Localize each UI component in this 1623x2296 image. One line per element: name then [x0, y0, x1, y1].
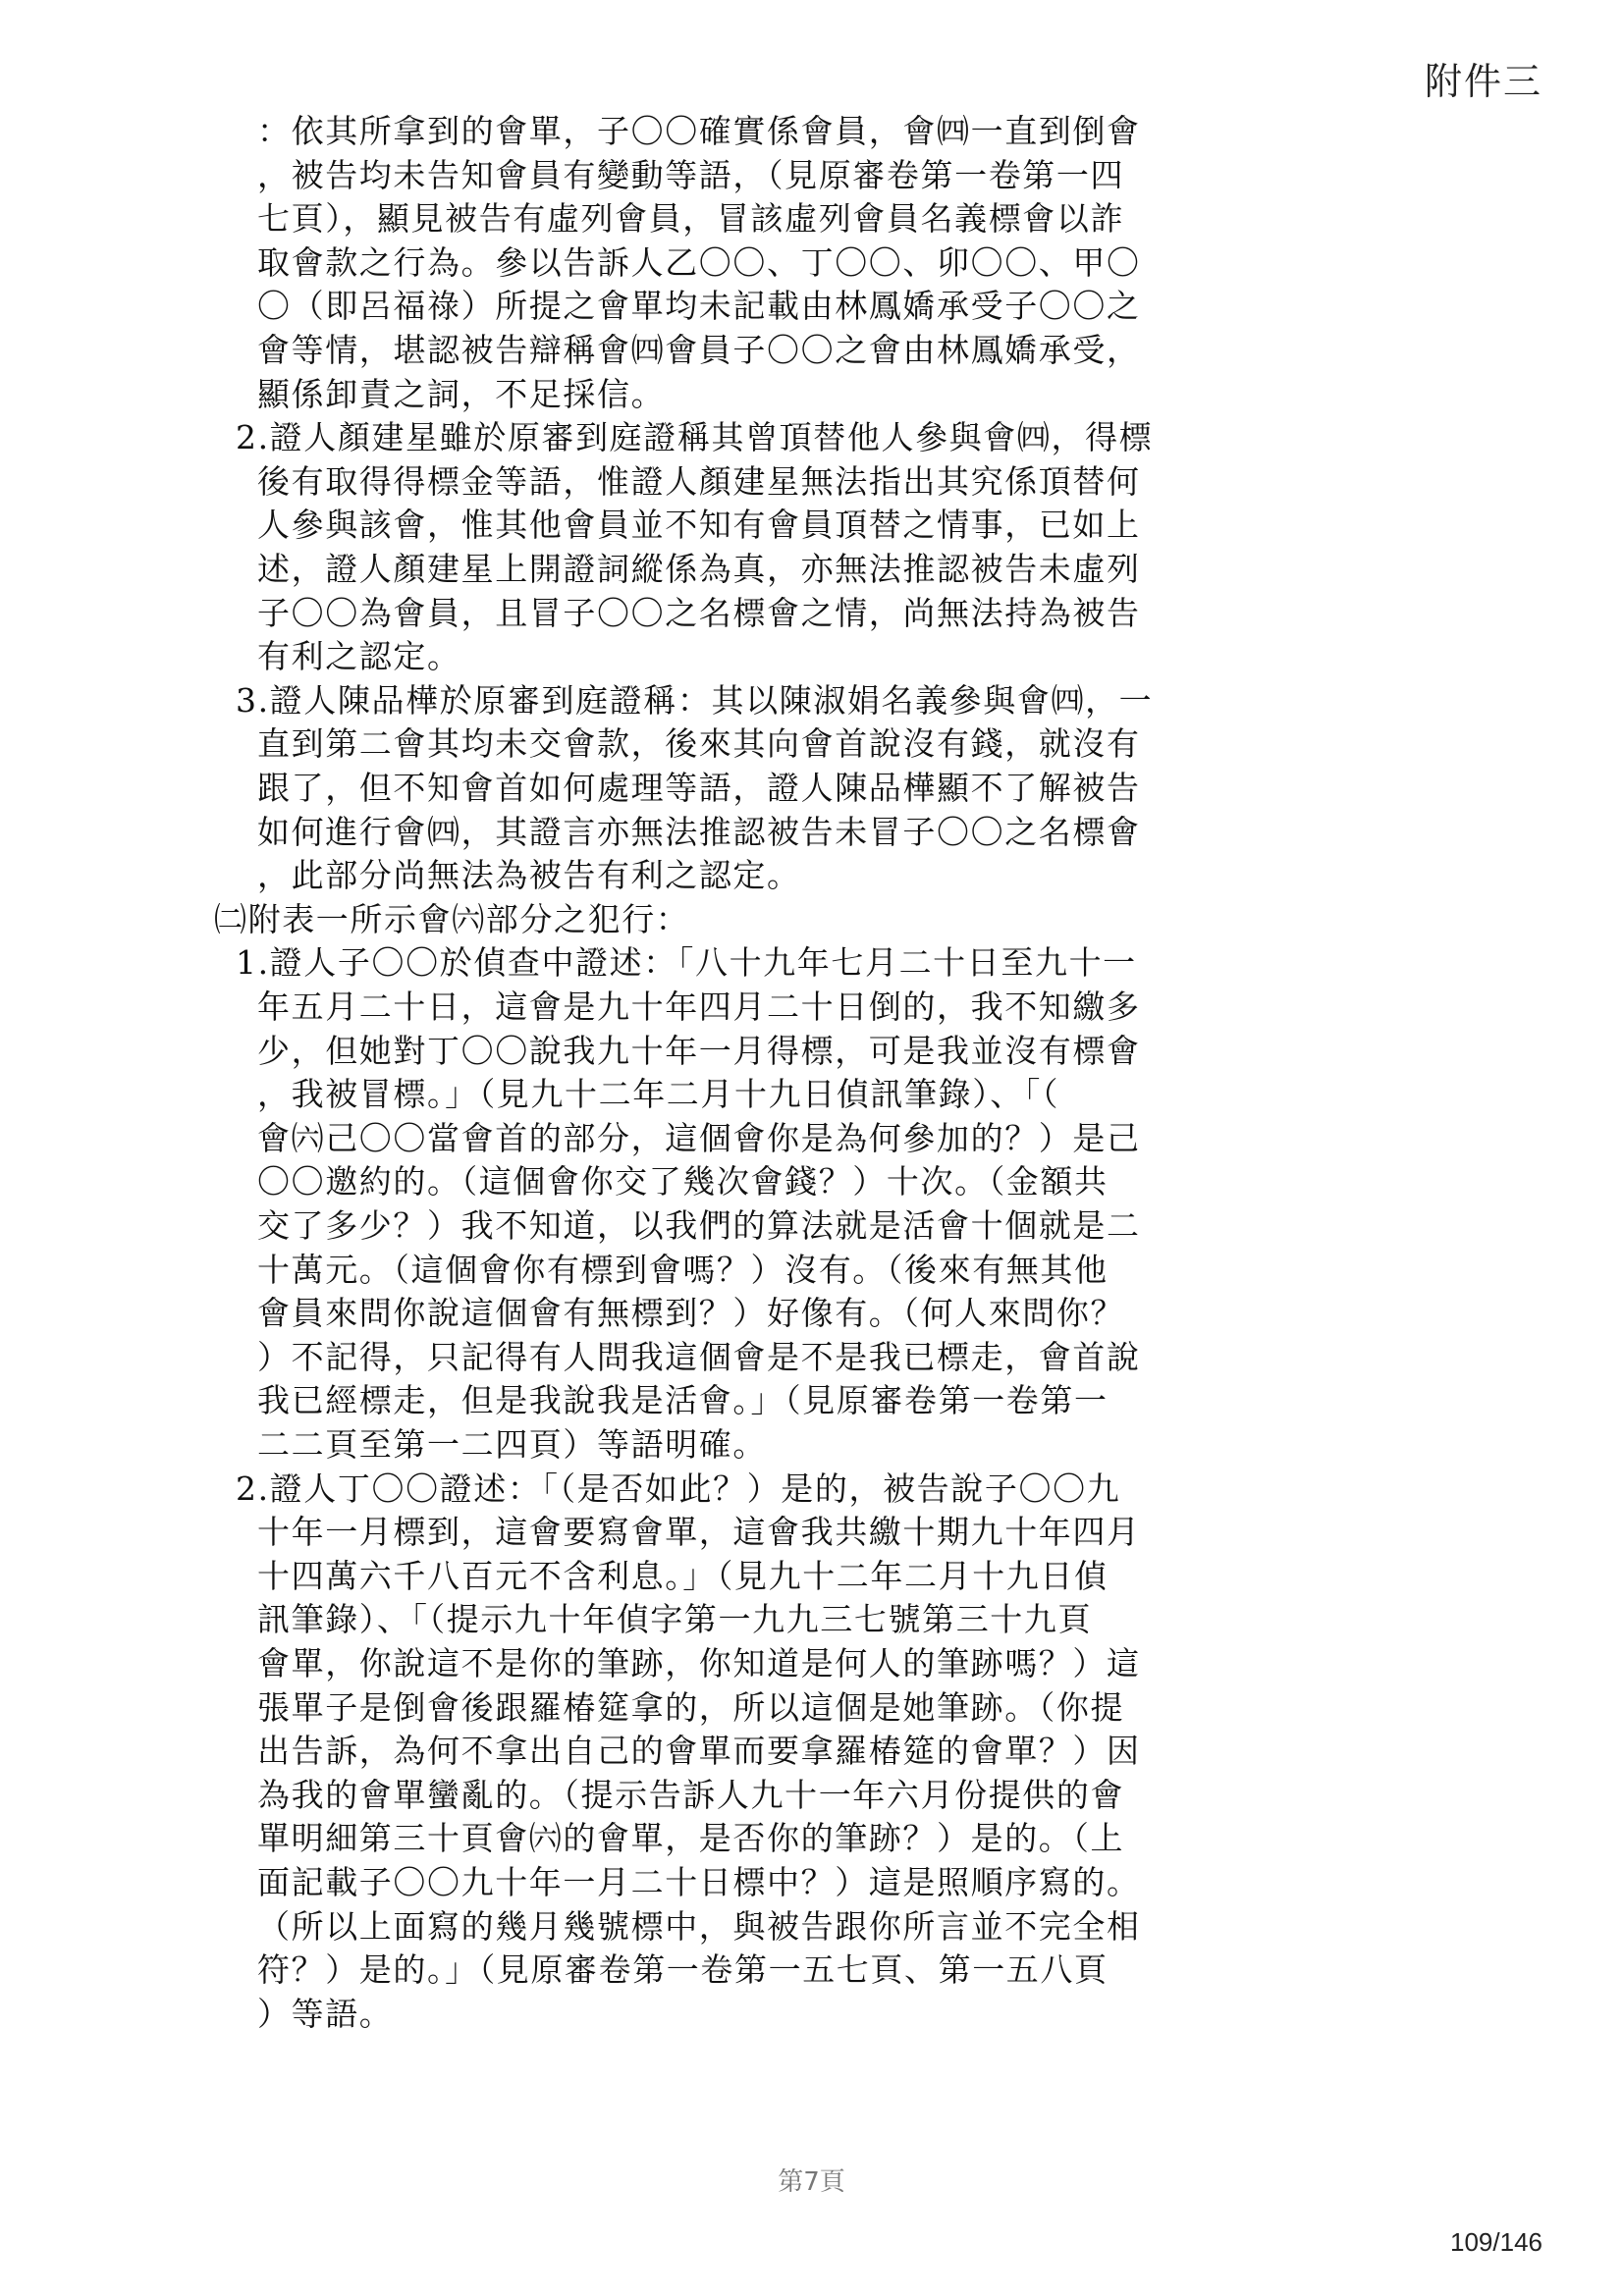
body-text-line: 訊筆錄）、「（提示九十年偵字第一九九三七號第三十九頁 — [257, 1600, 1093, 1639]
body-text-line: 子〇〇為會員，且冒子〇〇之名標會之情，尚無法持為被告 — [257, 593, 1141, 632]
body-text-line: 顯係卸責之詞，不足採信。 — [257, 374, 666, 413]
body-text-line: 十萬元。（這個會你有標到會嗎？）沒有。（後來有無其他 — [257, 1250, 1109, 1289]
body-text-line: 為我的會單蠻亂的。（提示告訴人九十一年六月份提供的會 — [257, 1775, 1125, 1814]
body-text-line: ：依其所拿到的會單，子〇〇確實係會員，會㈣一直到倒會 — [257, 112, 1141, 150]
page-counter: 109/146 — [1450, 2227, 1542, 2257]
numbered-item-line: 1.證人子〇〇於偵查中證述：「八十九年七月二十日至九十一 — [236, 943, 1137, 983]
numbered-item-line: 2.證人顏建星雖於原審到庭證稱其曾頂替他人參與會㈣，得標 — [236, 418, 1154, 457]
body-text-line: 我已經標走，但是我說我是活會。」（見原審卷第一卷第一 — [257, 1381, 1109, 1420]
body-text-line: 年五月二十日，這會是九十年四月二十日倒的，我不知繳多 — [257, 988, 1141, 1026]
body-text-line: 符？）是的。」（見原審卷第一卷第一五七頁、第一五八頁 — [257, 1950, 1109, 1990]
body-text-line: ，此部分尚無法為被告有利之認定。 — [257, 856, 801, 895]
body-text-line: 直到第二會其均未交會款，後來其向會首說沒有錢，就沒有 — [257, 724, 1141, 764]
body-text-line: 會等情，堪認被告辯稱會㈣會員子〇〇之會由林鳳嬌承受， — [257, 331, 1141, 369]
body-text-line: 少，但她對丁〇〇說我九十年一月得標，可是我並沒有標會 — [257, 1031, 1141, 1070]
body-text-line: 單明細第三十頁會㈥的會單，是否你的筆跡？）是的。（上 — [257, 1819, 1125, 1858]
body-text-line: 十四萬六千八百元不含利息。」（見九十二年二月十九日偵 — [257, 1556, 1109, 1595]
body-text-line: 述，證人顏建星上開證詞縱係為真，亦無法推認被告未虛列 — [257, 550, 1141, 588]
attachment-label: 附件三 — [1424, 60, 1542, 103]
body-text-line: 出告訴，為何不拿出自己的會單而要拿羅椿筵的會單？）因 — [257, 1732, 1141, 1771]
body-text-line: 七頁），顯見被告有虛列會員，冒該虛列會員名義標會以詐 — [257, 199, 1125, 239]
body-text-line: ，我被冒標。」（見九十二年二月十九日偵訊筆錄）、「（ — [257, 1075, 1060, 1114]
body-text-line: ，被告均未告知會員有變動等語，（見原審卷第一卷第一四 — [257, 155, 1125, 194]
body-text-line: ）等語。 — [257, 1994, 394, 2033]
body-text-line: ）不記得，只記得有人問我這個會是不是我已標走，會首說 — [257, 1337, 1141, 1376]
body-text-line: 會單，你說這不是你的筆跡，你知道是何人的筆跡嗎？）這 — [257, 1644, 1141, 1682]
body-text-line: 十年一月標到，這會要寫會單，這會我共繳十期九十年四月 — [257, 1513, 1141, 1552]
body-text-line: 會員來問你說這個會有無標到？）好像有。（何人來問你？ — [257, 1294, 1125, 1333]
body-text-line: 〇〇邀約的。（這個會你交了幾次會錢？）十次。（金額共 — [257, 1162, 1109, 1201]
body-text-line: 會㈥己〇〇當會首的部分，這個會你是為何參加的？）是己 — [257, 1118, 1141, 1157]
body-text-line: 交了多少？）我不知道，以我們的算法就是活會十個就是二 — [257, 1206, 1141, 1245]
numbered-item-line: 2.證人丁〇〇證述：「（是否如此？）是的，被告說子〇〇九 — [236, 1468, 1121, 1508]
body-text-line: 取會款之行為。參以告訴人乙〇〇、丁〇〇、卯〇〇、甲〇 — [257, 242, 1141, 282]
body-text-line: 人參與該會，惟其他會員並不知有會員頂替之情事，已如上 — [257, 506, 1141, 545]
body-text-line: 跟了，但不知會首如何處理等語，證人陳品樺顯不了解被告 — [257, 769, 1141, 807]
body-text-line: 張單子是倒會後跟羅椿筵拿的，所以這個是她筆跡。（你提 — [257, 1687, 1125, 1727]
body-text-line: 有利之認定。 — [257, 637, 461, 676]
body-text-line: （所以上面寫的幾月幾號標中，與被告跟你所言並不完全相 — [257, 1906, 1141, 1946]
numbered-item-line: 3.證人陳品樺於原審到庭證稱：其以陳淑娟名義參與會㈣，一 — [236, 680, 1154, 720]
body-text-line: 面記載子〇〇九十年一月二十日標中？）這是照順序寫的。 — [257, 1863, 1141, 1901]
page-number: 第7頁 — [778, 2167, 845, 2197]
body-text-line: 後有取得得標金等語，惟證人顏建星無法指出其究係頂替何 — [257, 461, 1141, 501]
body-text-line: 二二頁至第一二四頁）等語明確。 — [257, 1425, 767, 1464]
section-heading: ㈡附表一所示會㈥部分之犯行： — [214, 899, 690, 938]
body-text-line: 如何進行會㈣，其證言亦無法推認被告未冒子〇〇之名標會 — [257, 812, 1141, 851]
body-text-line: 〇（即呂福祿）所提之會單均未記載由林鳳嬌承受子〇〇之 — [257, 287, 1141, 326]
